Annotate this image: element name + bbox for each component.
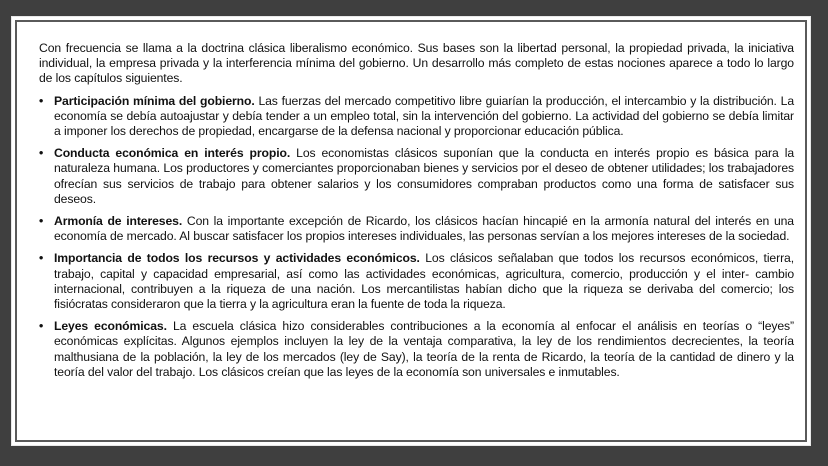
bullet-text: Los clásicos señalaban que todos los recursos económicos, tierra, trabajo, capital y capacidad empresarial, así como las actividades económicas, agricultura, comercio, producción y el inter- cambio internacional, contribuyen a la riqueza de una nación. Los mercantilistas habían dicho que la riqueza se derivaba del comercio; los fisiócratas consideraron que la tierra y la agricultura eran la fuente de toda la riqueza. (54, 251, 794, 312)
bullet-icon: • (39, 319, 44, 334)
bullet-title: Participación mínima del gobierno. (54, 93, 255, 108)
bullet-text: Las fuerzas del mercado competitivo libre guiarían la producción, el intercambio y la distribución. La economía se debía autoajustar y debía tender a un empleo total, sin la intervención del gobierno. La actividad del gobierno se debía limitar a imponer los derechos de propiedad, encargarse de la defensa nacional y proporcionar educación pública. (54, 93, 794, 139)
bullet-title: Leyes económicas. (54, 319, 167, 334)
bullet-text: Con la importante excepción de Ricardo, los clásicos hacían hincapié en la armonía natural del interés en una economía de mercado. Al buscar satisfacer los propios intereses individuales, las personas servían a los mejores intereses de la sociedad. (54, 214, 794, 244)
bullet-item-leyes (39, 319, 794, 380)
slide-border (15, 20, 807, 442)
bullet-title: Conducta económica en interés propio. (54, 146, 291, 161)
slide-content (39, 41, 794, 387)
bullet-icon: • (39, 251, 44, 266)
slide (11, 16, 811, 446)
bullet-title: Armonía de intereses. (54, 214, 183, 229)
bullet-title: Importancia de todos los recursos y actividades económicos. (54, 251, 420, 266)
bullet-item-importancia (39, 251, 794, 312)
bullet-list (39, 94, 794, 380)
bullet-item-participacion (39, 94, 794, 140)
bullet-icon: • (39, 93, 44, 108)
bullet-icon: • (39, 146, 44, 161)
bullet-text: La escuela clásica hizo considerables contribuciones a la economía al enfocar el análisis en teorías o “leyes” económicas explícitas. Algunos ejemplos incluyen la ley de la ventaja comparativa, la ley de los rendimientos decrecientes, la teoría malthusiana de la población, la ley de los mercados (ley de Say), la teoría de la renta de Ricardo, la teoría de la cantidad de dinero y la teoría del valor del trabajo. Los clásicos creían que las leyes de la economía son universales e inmutables. (54, 319, 794, 379)
bullet-icon: • (39, 214, 44, 229)
intro-paragraph: Con frecuencia se llama a la doctrina clásica liberalismo económico. Sus bases son la libertad personal, la propiedad privada, la iniciativa individual, la empresa privada y la interferencia mínima del gobierno. Un desarrollo más completo de estas nociones aparece a todo lo largo de los capítulos siguientes. (39, 41, 794, 86)
bullet-item-armonia (39, 214, 794, 244)
bullet-text: Los economistas clásicos suponían que la conducta en interés propio es básica para la naturaleza humana. Los productores y comerciantes proporcionaban bienes y servicios por el deseo de obtener utilidades; los trabajadores ofrecían sus servicios de trabajo para obtener salarios y los consumidores compraban productos como una forma de satisfacer sus deseos. (54, 146, 794, 206)
bullet-item-conducta (39, 146, 794, 207)
